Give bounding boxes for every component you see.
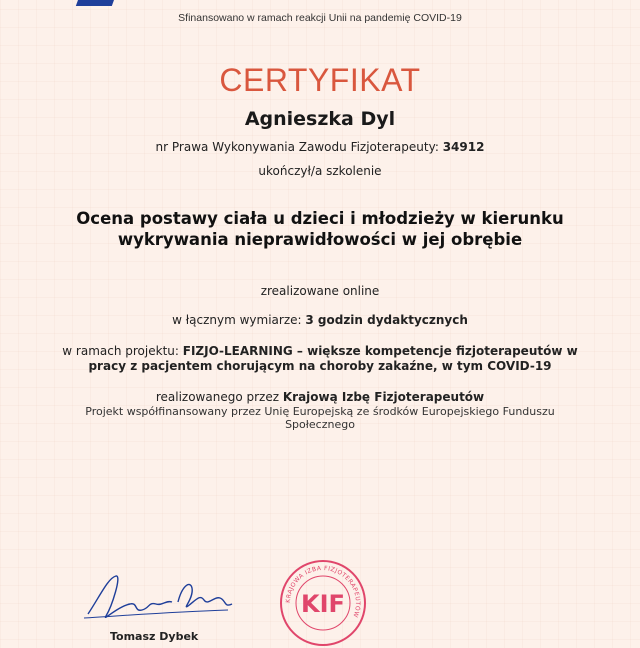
project-name-part: pracy z pacjentem chorującym na choroby zakaźne, w tym COVID-19 [88,359,552,373]
delivery-mode: zrealizowane online [260,284,380,298]
recipient-name: Agnieszka Dyl [244,108,396,130]
cofinancing-note [60,405,580,431]
completed-text: ukończył/a szkolenie [258,164,382,178]
project-line [30,344,610,374]
organizer-line [0,390,640,404]
funding-notice: Sfinansowano w ramach reakcji Unii na pandemię COVID-19 [178,12,462,24]
organizer-label: realizowanego przez [155,390,280,404]
project-line-2 [30,359,610,374]
seal-logo-text: KIF [301,590,345,618]
project-line-1 [30,344,610,359]
course-title [40,208,600,250]
project-label: w ramach projektu: [62,344,179,358]
signer-name: Tomasz Dybek [110,630,199,643]
organizer-name: Krajową Izbę Fizjoterapeutów [282,390,485,404]
course-title-line: wykrywania nieprawidłowości w jej obrębie [117,230,523,249]
license-line [0,140,640,154]
project-name-part: FIZJO-LEARNING – większe kompetencje fizjoterapeutów w [182,344,578,358]
cofinancing-line: Społecznego [285,418,355,431]
license-label: nr Prawa Wykonywania Zawodu Fizjoterapeuty: [155,140,439,154]
certificate-title: CERTYFIKAT [219,62,421,98]
handwritten-signature [78,566,238,626]
seal-ring-text: KRAJOWA IZBA FIZJOTERAPEUTÓW [284,564,362,619]
scope-line [0,313,640,327]
cofinancing-line: Projekt współfinansowany przez Unię Europejską ze środków Europejskiego Funduszu [85,405,555,418]
scope-value: 3 godzin dydaktycznych [305,313,468,327]
kif-seal-logo [278,558,368,648]
eu-flag-corner [76,0,116,6]
course-title-line: Ocena postawy ciała u dzieci i młodzieży w kierunku [76,209,564,228]
scope-label: w łącznym wymiarze: [172,313,302,327]
license-number: 34912 [442,140,485,154]
